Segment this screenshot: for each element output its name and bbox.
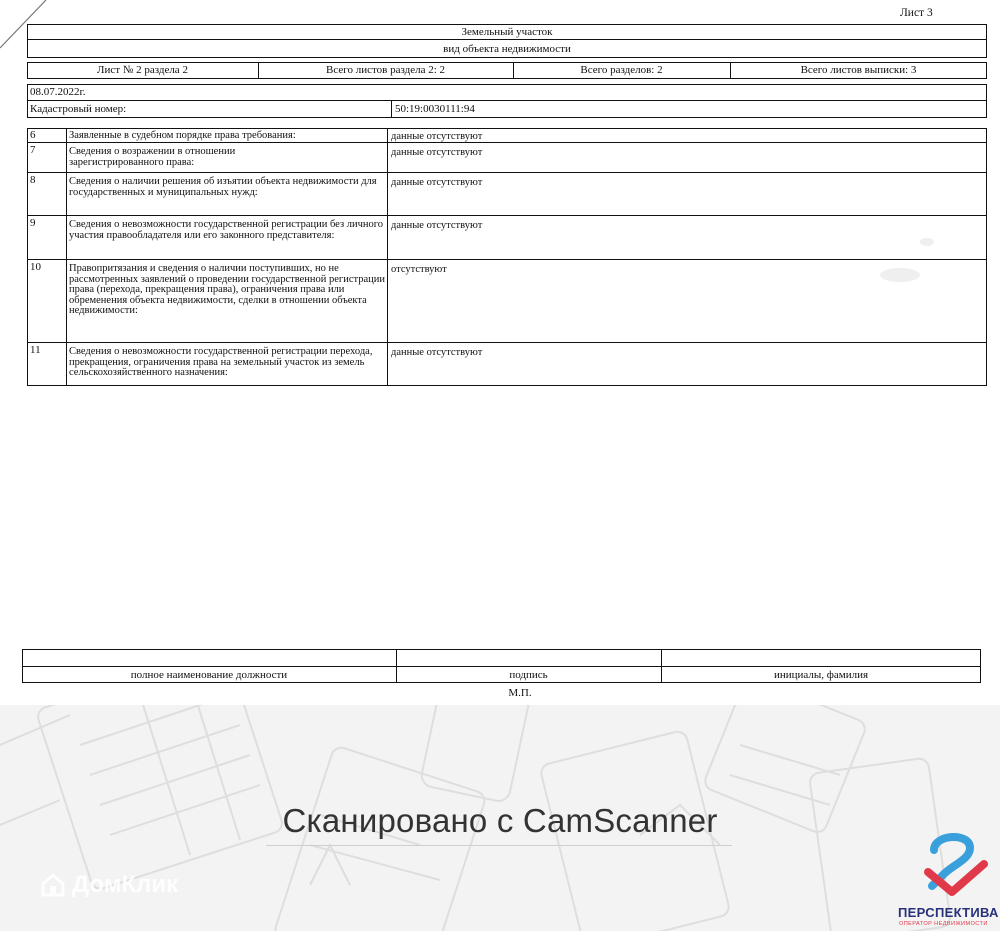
table-row-description: Заявленные в судебном порядке права требования:	[69, 130, 296, 141]
stamp-place: М.П.	[508, 687, 532, 699]
table-row-description: Сведения о наличии решения об изъятии объекта недвижимости для государственных и муниципальных нужд:	[69, 176, 377, 198]
object-type-caption: вид объекта недвижимости	[443, 43, 571, 55]
table-row-number: 6	[30, 129, 36, 141]
perspektiva-logo-icon	[912, 830, 992, 900]
table-row-number: 7	[30, 144, 36, 156]
table-row-value: данные отсутствуют	[391, 220, 483, 231]
sheet-number: Лист 3	[900, 7, 933, 19]
total-extract-sheets: Всего листов выписки: 3	[800, 64, 917, 76]
domclick-watermark-text: ДомКлик	[72, 871, 179, 898]
total-section-sheets: Всего листов раздела 2: 2	[325, 64, 446, 76]
caption-underline	[266, 845, 732, 846]
table-row-number: 8	[30, 174, 36, 186]
table-row-value: данные отсутствуют	[391, 347, 483, 358]
scan-smudge	[880, 268, 920, 282]
total-sections: Всего разделов: 2	[580, 64, 663, 76]
scan-smudge	[920, 238, 934, 246]
date-cadastral-block	[27, 84, 987, 118]
table-row-description: Сведения о невозможности государственной регистрации перехода, прекращения, ограничения права на земельный участок из земель сельскохозяйственного назначения:	[69, 346, 373, 379]
cadastral-number: 50:19:0030111:94	[395, 103, 475, 115]
table-row-description: Правопритязания и сведения о наличии поступивших, но не рассмотренных заявлений о проведении государственной регистрации права (перехода, прекращения права), ограничения права или обременения объекта недвижимости, сделки в отношении объекта недвижимости:	[69, 263, 385, 317]
table-row-number: 10	[30, 261, 41, 273]
extract-date: 08.07.2022г.	[30, 86, 86, 98]
table-row-value: данные отсутствуют	[391, 147, 483, 158]
position-label: полное наименование должности	[130, 669, 288, 681]
signature-label: подпись	[509, 669, 548, 681]
brand-subtitle: ОПЕРАТОР НЕДВИЖИМОСТИ	[899, 921, 988, 927]
table-row-value: данные отсутствуют	[391, 177, 483, 188]
cadastral-label: Кадастровый номер:	[30, 103, 127, 115]
object-title: Земельный участок	[461, 26, 553, 38]
initials-label: инициалы, фамилия	[773, 669, 869, 681]
domclick-watermark	[40, 871, 178, 899]
house-icon	[40, 872, 66, 898]
table-row-description: Сведения о возражении в отношении зарегистрированного права:	[69, 146, 236, 168]
table-row-number: 9	[30, 217, 36, 229]
table-row-number: 11	[30, 344, 41, 356]
section-sheet: Лист № 2 раздела 2	[97, 64, 188, 76]
scanner-footer	[0, 705, 1000, 931]
brand-name: ПЕРСПЕКТИВА	[898, 905, 999, 920]
table-row-description: Сведения о невозможности государственной регистрации без личного участия правообладателя или его законного представителя:	[69, 219, 384, 241]
table-row-value: данные отсутствуют	[391, 131, 483, 142]
camscanner-caption: Сканировано с CamScanner	[282, 802, 718, 839]
table-row-value: отсутствуют	[391, 264, 447, 275]
